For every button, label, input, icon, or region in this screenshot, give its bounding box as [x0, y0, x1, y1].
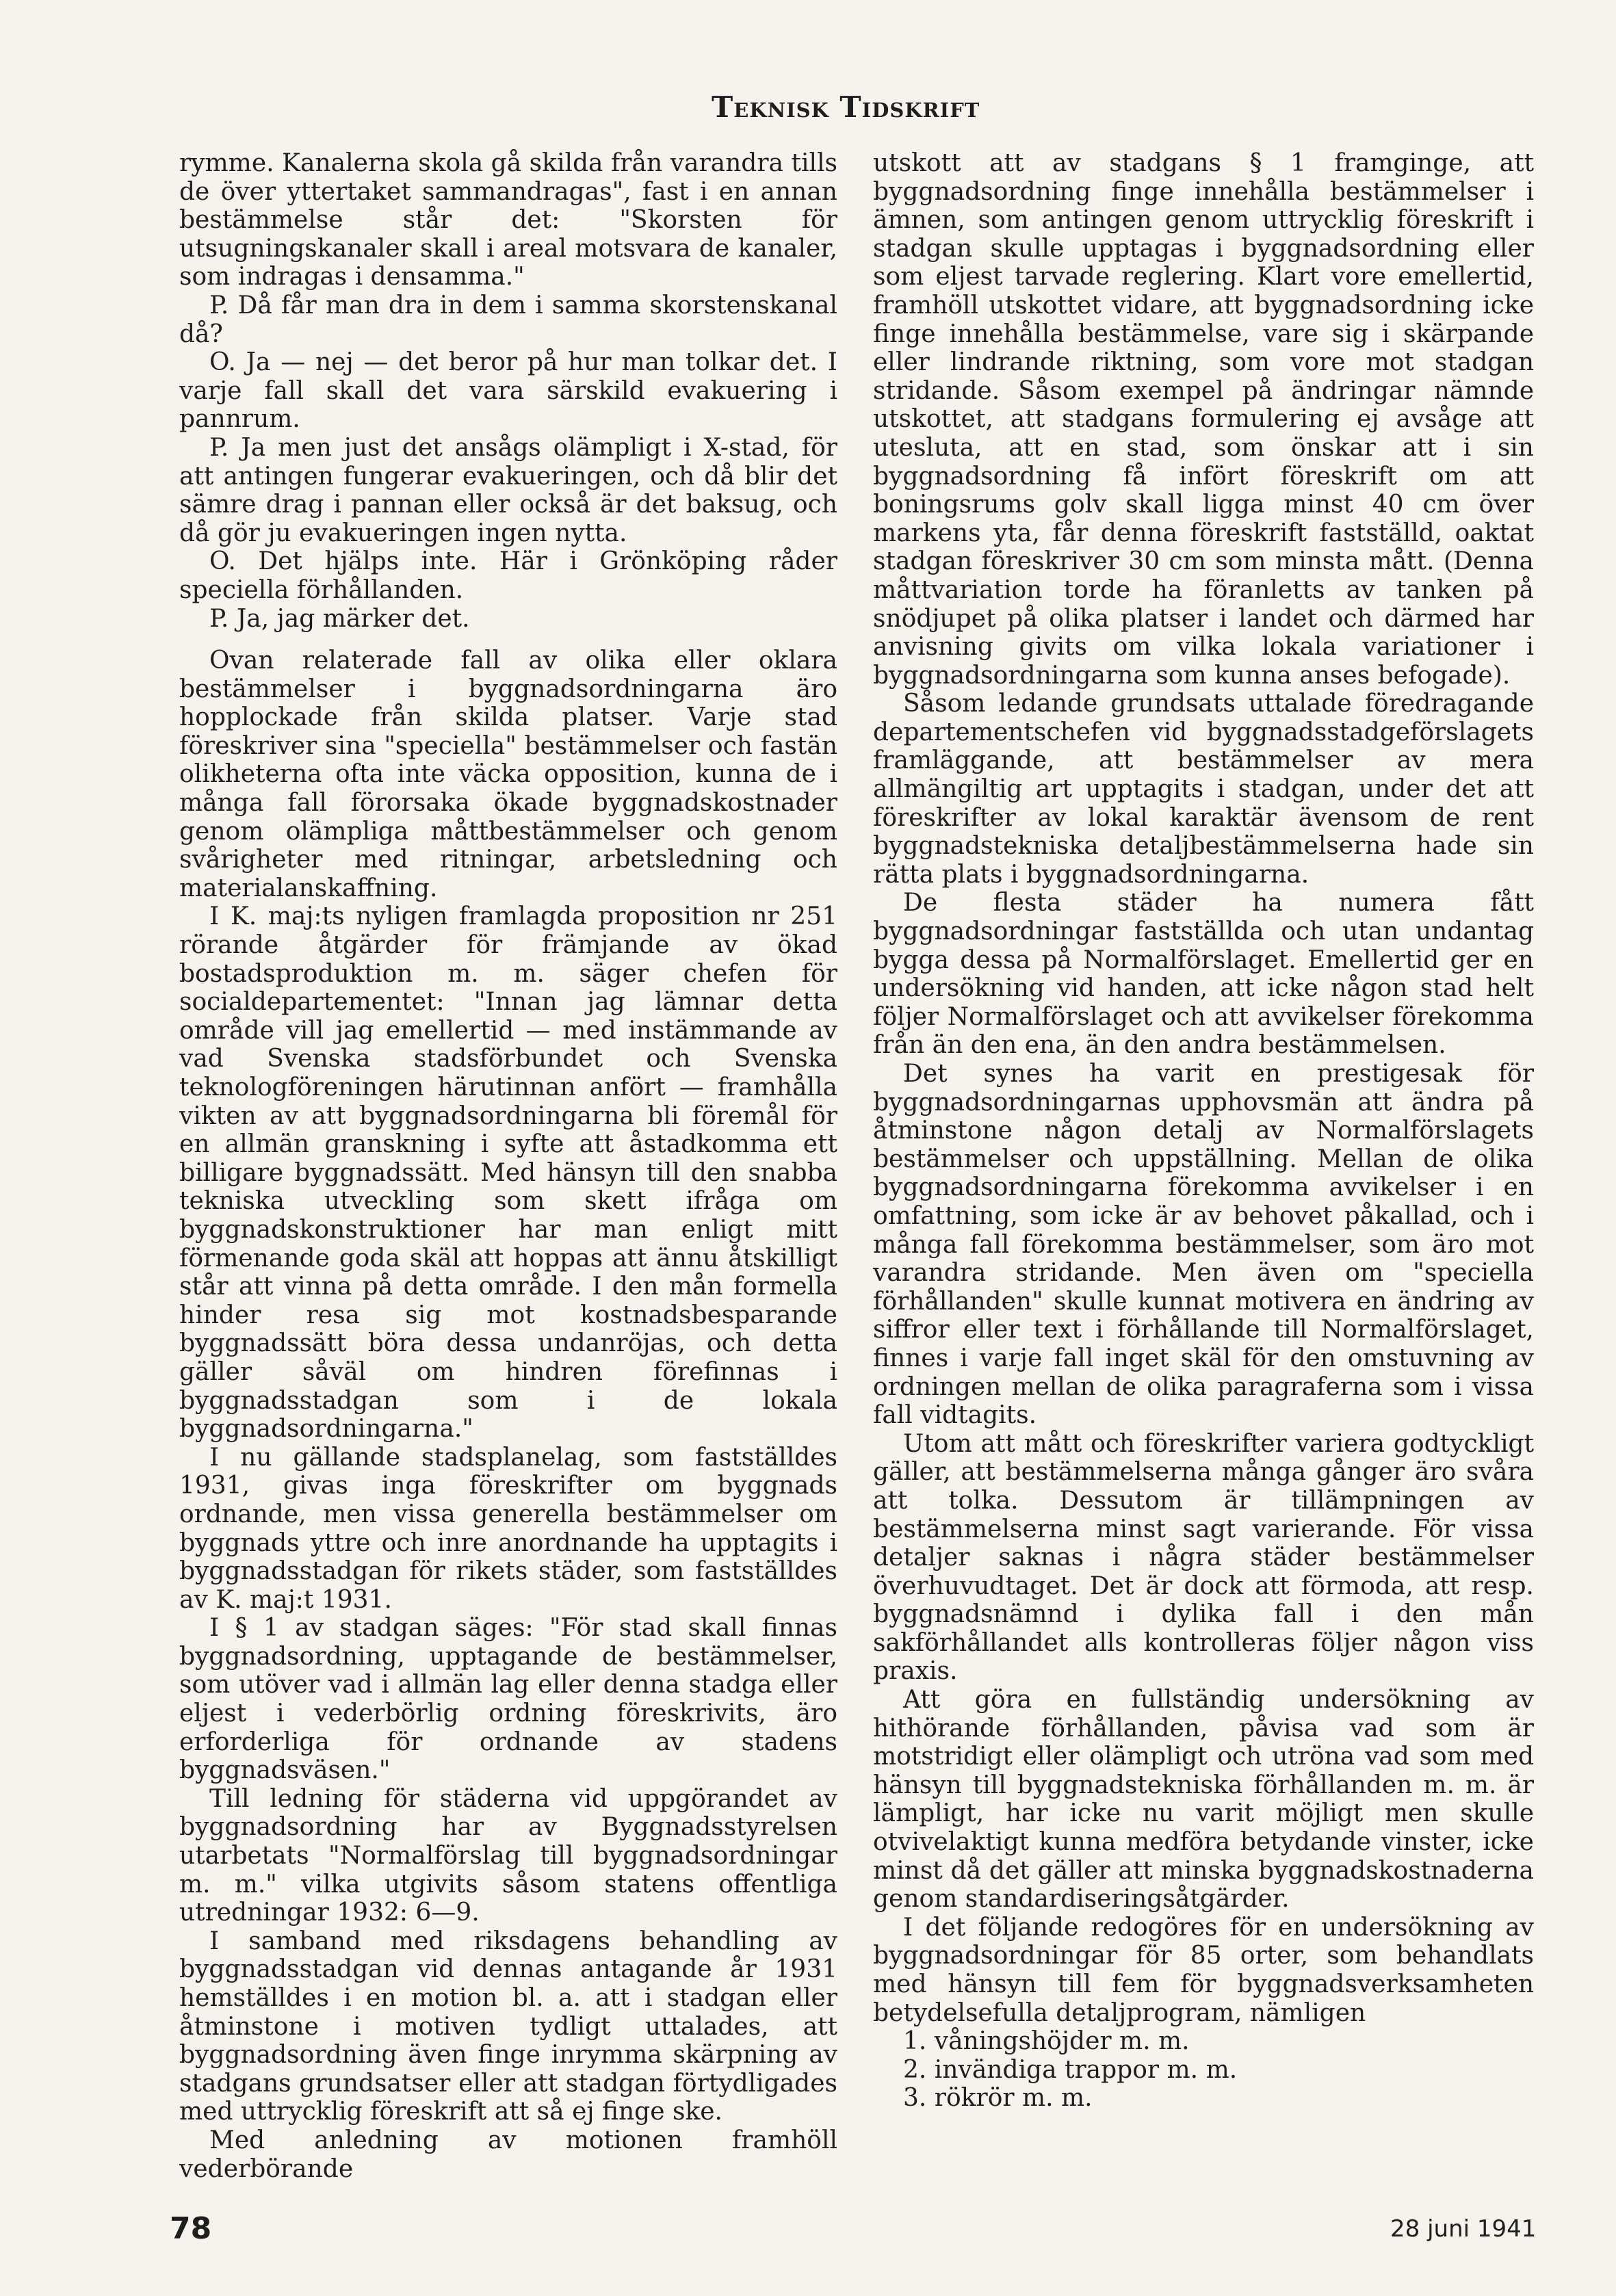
- paragraph: De flesta städer ha numera fått byggnadsordningar fastställda och utan undantag bygga dessa på Normalförslaget. Emellertid ger en undersökning vid handen, att icke någon stad helt följer Normalförslaget och att avvikelser förekomma från än den ena, än den andra bestämmelsen.: [873, 889, 1534, 1060]
- paragraph: Med anledning av motionen framhöll vederbörande: [179, 2126, 837, 2183]
- paragraph: Det synes ha varit en prestigesak för byggnadsordningarnas upphovsmän att ändra på åtminstone någon detalj av Normalförslagets bestämmelser och uppställning. Mellan de olika byggnadsordningarna förekomma avvikelser i en omfattning, som icke är av behovet påkallad, och i många fall förekomma bestämmelser, som äro mot varandra stridande. Men även om "speciella förhållanden" skulle kunnat motivera en ändring av siffror eller text i förhållande till Normalförslaget, finnes i varje fall inget skäl för den omstuvning av ordningen mellan de olika paragraferna som i vissa fall vidtagits.: [873, 1060, 1534, 1430]
- dialogue-line: P. Ja, jag märker det.: [209, 604, 470, 633]
- paragraph: rymme. Kanalerna skola gå skilda från varandra tills de över yttertaket sammandragas", fast i en annan bestämmelse står det: "Skorsten för utsugningskanaler skall i areal motsvara de kanaler, som indragas i densamma.": [179, 149, 837, 291]
- issue-date: 28 juni 1941: [1390, 2215, 1537, 2243]
- paragraph: I § 1 av stadgan säges: "För stad skall finnas byggnadsordning, upptagande de bestämmelser, som utöver vad i allmän lag eller denna stadga eller eljest i vederbörlig ordning föreskrivits, äro erforderliga för ordnande av stadens byggnadsväsen.": [179, 1614, 837, 1785]
- journal-header: Teknisk Tidskrift: [712, 90, 980, 124]
- paragraph: utskott att av stadgans § 1 framginge, att byggnadsordning finge innehålla bestämmelser i ämnen, som antingen genom uttrycklig föreskrift i stadgan skulle upptagas i byggnadsordning eller som eljest tarvade reglering. Klart vore emellertid, framhöll utskottet vidare, att byggnadsordning icke finge innehålla bestämmelse, vare sig i skärpande eller lindrande riktning, som vore mot stadgan stridande. Såsom exempel på ändringar nämnde utskottet, att stadgans formulering ej avsåge att utesluta, att en stad, som önskar att i sin byggnadsordning få infört föreskrift om att boningsrums golv skall ligga minst 40 cm över markens yta, får denna föreskrift fastställd, oaktat stadgan föreskriver 30 cm som minsta mått. (Denna måttvariation torde ha föranletts av tanken på snödjupet på olika platser i landet och därmed har anvisning givits om vilka lokala variationer i byggnadsordningarna som kunna anses befogade).: [873, 149, 1534, 690]
- paragraph: Utom att mått och föreskrifter variera godtyckligt gäller, att bestämmelserna många gånger äro svåra att tolka. Dessutom är tillämpningen av bestämmelserna minst sagt varierande. För vissa detaljer saknas i några städer bestämmelser överhuvudtaget. Det är dock att förmoda, att resp. byggnadsnämnd i dylika fall i den mån sakförhållandet alls kontrolleras följer någon viss praxis.: [873, 1429, 1534, 1686]
- dialogue-line: P. Ja men just det ansågs olämpligt i X-stad, för att antingen fungerar evakueringen, och då blir det sämre drag i pannan eller också är det baksug, och då gör ju evakueringen ingen nytta.: [179, 433, 837, 547]
- list-item: 3. rökrör m. m.: [903, 2084, 1093, 2113]
- page-number: 78: [170, 2211, 212, 2246]
- list-item: 2. invändiga trappor m. m.: [903, 2055, 1238, 2084]
- paragraph: Ovan relaterade fall av olika eller oklara bestämmelser i byggnadsordningarna äro hopplockade från skilda platser. Varje stad föreskriver sina "speciella" bestämmelser och fastän olikheterna ofta inte väcka opposition, kunna de i många fall förorsaka ökade byggnadskostnader genom olämpliga måttbestämmelser och genom svårigheter med ritningar, arbetsledning och materialanskaffning.: [179, 647, 837, 902]
- detail-program-list: [873, 2027, 1534, 2113]
- dialogue-line: P. Då får man dra in dem i samma skorstenskanal då?: [179, 291, 837, 348]
- paragraph: Till ledning för städerna vid uppgörandet av byggnadsordning har av Byggnadsstyrelsen utarbetats "Normalförslag till byggnadsordningar m. m." vilka utgivits såsom statens offentliga utredningar 1932: 6—9.: [179, 1784, 837, 1927]
- left-column: [179, 149, 837, 2183]
- paragraph: I nu gällande stadsplanelag, som fastställdes 1931, givas inga föreskrifter om byggnads ordnande, men vissa generella bestämmelser om byggnads yttre och inre anordnande ha upptagits i byggnadsstadgan för rikets städer, som fastställdes av K. maj:t 1931.: [179, 1443, 837, 1614]
- paragraph: Att göra en fullständig undersökning av hithörande förhållanden, påvisa vad som är motstridigt eller olämpligt och utröna vad som med hänsyn till byggnadstekniska förhållanden m. m. är lämpligt, har icke nu varit möjligt men skulle otvivelaktigt kunna medföra betydande vinster, icke minst då det gäller att minska byggnadskostnaderna genom standardiseringsåtgärder.: [873, 1686, 1534, 1914]
- paragraph: I K. maj:ts nyligen framlagda proposition nr 251 rörande åtgärder för främjande av ökad bostadsproduktion m. m. säger chefen för socialdepartementet: "Innan jag lämnar detta område vill jag emellertid — med instämmande av vad Svenska stadsförbundet och Svenska teknologföreningen härutinnan anfört — framhålla vikten av att byggnadsordningarna bli föremål för en allmän granskning i syfte att åstadkomma ett billigare byggnadssätt. Med hänsyn till den snabba tekniska utveckling som skett ifråga om byggnadskonstruktioner har man enligt mitt förmenande goda skäl att hoppas att ännu åtskilligt står att vinna på detta område. I den mån formella hinder resa sig mot kostnadsbesparande byggnadssätt böra dessa undanröjas, och detta gäller såväl om hindren förefinnas i byggnadsstadgan som i de lokala byggnadsordningarna.": [179, 902, 837, 1444]
- right-column: [873, 149, 1534, 2113]
- paragraph: I det följande redogöres för en undersökning av byggnadsordningar för 85 orter, som behandlats med hänsyn till fem för byggnadsverksamheten betydelsefulla detaljprogram, nämligen: [873, 1913, 1534, 2027]
- dialogue-line: O. Ja — nej — det beror på hur man tolkar det. I varje fall skall det vara särskild evakuering i pannrum.: [179, 348, 837, 434]
- paragraph: I samband med riksdagens behandling av byggnadsstadgan vid dennas antagande år 1931 hemställdes i en motion bl. a. att i stadgan eller åtminstone i motiven tydligt uttalades, att byggnadsordning även finge inrymma skärpning av stadgans grundsatser eller att stadgan förtydligades med uttrycklig föreskrift att så ej finge ske.: [179, 1927, 837, 2126]
- list-item: 1. våningshöjder m. m.: [903, 2027, 1190, 2056]
- paragraph: Såsom ledande grundsats uttalade föredragande departementschefen vid byggnadsstadgeförslagets framläggande, att bestämmelser av mera allmängiltig art upptagits i stadgan, under det att föreskrifter av lokal karaktär ävensom de rent byggnadstekniska detaljbestämmelserna hade sin rätta plats i byggnadsordningarna.: [873, 690, 1534, 889]
- dialogue-line: O. Det hjälps inte. Här i Grönköping råder speciella förhållanden.: [179, 547, 837, 604]
